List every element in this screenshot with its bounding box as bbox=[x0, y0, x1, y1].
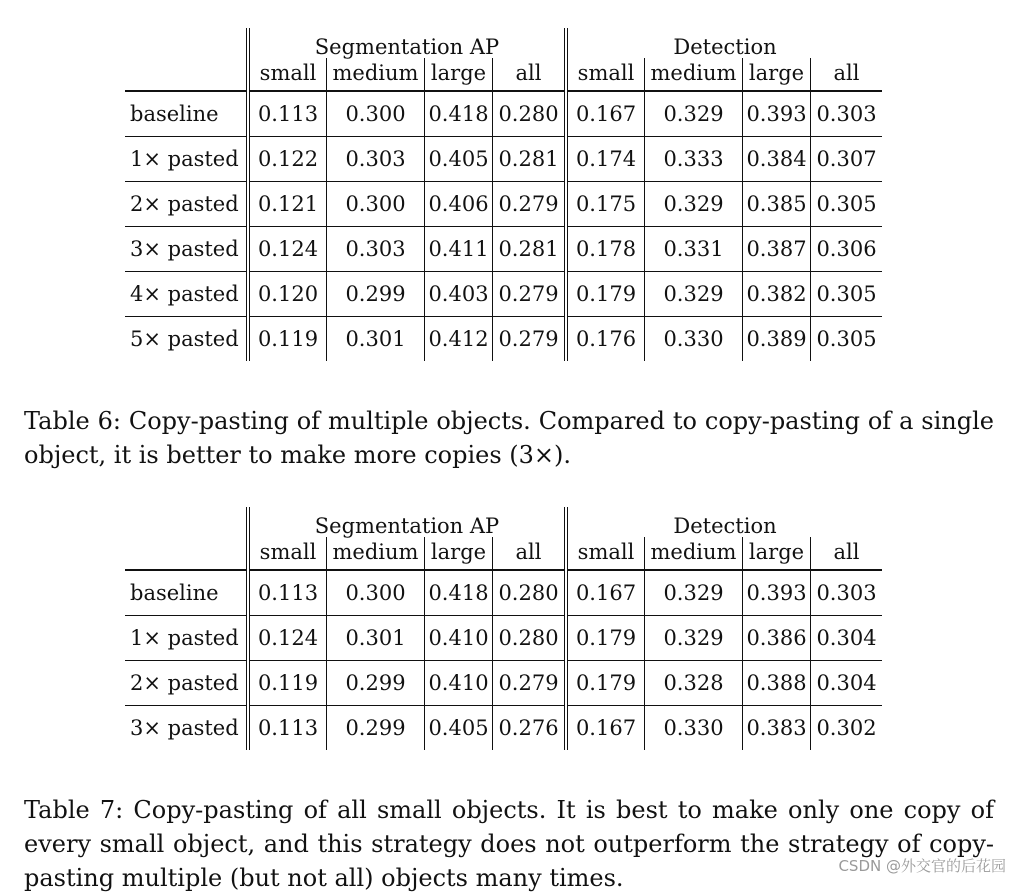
table-cell: 0.299 bbox=[327, 272, 425, 317]
table-cell: 0.418 bbox=[425, 570, 493, 616]
table-cell: 0.382 bbox=[743, 272, 811, 317]
row-label: 2× pasted bbox=[125, 661, 248, 706]
table-cell: 0.329 bbox=[645, 616, 743, 661]
table-cell: 0.303 bbox=[327, 227, 425, 272]
table-cell: 0.299 bbox=[327, 706, 425, 751]
col-header: medium bbox=[645, 58, 743, 91]
col-header: all bbox=[811, 58, 883, 91]
table-cell: 0.329 bbox=[645, 91, 743, 137]
table-cell: 0.303 bbox=[327, 137, 425, 182]
table-cell: 0.411 bbox=[425, 227, 493, 272]
table-cell: 0.386 bbox=[743, 616, 811, 661]
table-cell: 0.179 bbox=[566, 661, 645, 706]
table-cell: 0.113 bbox=[248, 706, 327, 751]
col-header: small bbox=[566, 537, 645, 570]
table-cell: 0.122 bbox=[248, 137, 327, 182]
row-label: 5× pasted bbox=[130, 326, 239, 351]
table-cell: 0.281 bbox=[493, 137, 567, 182]
table-cell: 0.279 bbox=[493, 272, 567, 317]
table-cell: 0.175 bbox=[566, 182, 645, 227]
table-row bbox=[125, 317, 882, 362]
table-cell: 0.329 bbox=[645, 570, 743, 616]
table-cell: 0.389 bbox=[743, 317, 811, 362]
watermark: CSDN @外交官的后花园 bbox=[838, 857, 1006, 875]
col-header: large bbox=[743, 537, 811, 570]
col-header: medium bbox=[327, 537, 425, 570]
table-cell: 0.405 bbox=[425, 137, 493, 182]
col-header: medium bbox=[327, 58, 425, 91]
col-header: large bbox=[425, 537, 493, 570]
table-cell: 0.305 bbox=[811, 182, 883, 227]
table-cell: 0.301 bbox=[327, 616, 425, 661]
table-7-grid bbox=[125, 507, 882, 750]
table-row bbox=[125, 272, 882, 317]
table-cell: 0.331 bbox=[645, 227, 743, 272]
col-header: large bbox=[425, 58, 493, 91]
table-cell: 0.113 bbox=[248, 91, 327, 137]
table-6-caption: Table 6: Copy-pasting of multiple objects. Compared to copy-pasting of a single object, it is better to make more copies (3×). bbox=[24, 407, 994, 469]
group-header-segmentation: Segmentation AP bbox=[248, 28, 566, 58]
table-cell: 0.328 bbox=[645, 661, 743, 706]
table-cell: 0.410 bbox=[425, 616, 493, 661]
row-label: 3× pasted bbox=[130, 715, 239, 740]
table-row bbox=[125, 227, 882, 272]
table-row bbox=[125, 570, 882, 616]
table-cell: 0.330 bbox=[645, 706, 743, 751]
table-row bbox=[125, 706, 882, 751]
table-7-body bbox=[125, 570, 882, 750]
col-header: small bbox=[248, 58, 327, 91]
table-cell: 0.279 bbox=[493, 317, 567, 362]
table-cell: 0.406 bbox=[425, 182, 493, 227]
table-cell: 0.403 bbox=[425, 272, 493, 317]
table-cell: 0.302 bbox=[811, 706, 883, 751]
col-header: all bbox=[493, 537, 567, 570]
table-row bbox=[125, 616, 882, 661]
table-cell: 0.333 bbox=[645, 137, 743, 182]
table-cell: 0.176 bbox=[566, 317, 645, 362]
table-cell: 0.121 bbox=[248, 182, 327, 227]
group-header-segmentation: Segmentation AP bbox=[248, 507, 566, 537]
col-header: all bbox=[811, 537, 883, 570]
table-cell: 0.279 bbox=[493, 661, 567, 706]
table-cell: 0.167 bbox=[566, 570, 645, 616]
table-cell: 0.179 bbox=[566, 272, 645, 317]
group-header-detection: Detection bbox=[566, 507, 882, 537]
table-cell: 0.300 bbox=[327, 91, 425, 137]
table-cell: 0.418 bbox=[425, 91, 493, 137]
table-cell: 0.393 bbox=[743, 91, 811, 137]
table-row bbox=[125, 137, 882, 182]
table-cell: 0.304 bbox=[811, 661, 883, 706]
group-header-detection: Detection bbox=[566, 28, 882, 58]
table-cell: 0.329 bbox=[645, 272, 743, 317]
table-6-body bbox=[125, 91, 882, 361]
table-cell: 0.330 bbox=[645, 317, 743, 362]
col-header: large bbox=[743, 58, 811, 91]
table-cell: 0.300 bbox=[327, 182, 425, 227]
row-label: 1× pasted bbox=[125, 616, 248, 661]
table-6-grid bbox=[125, 28, 882, 361]
table-cell: 0.388 bbox=[743, 661, 811, 706]
table-cell: 0.167 bbox=[566, 706, 645, 751]
col-header: medium bbox=[645, 537, 743, 570]
table-cell: 0.299 bbox=[327, 661, 425, 706]
table-cell: 0.120 bbox=[248, 272, 327, 317]
table-row bbox=[125, 91, 882, 137]
col-header: all bbox=[493, 58, 567, 91]
header-corner bbox=[125, 507, 248, 537]
row-label: 2× pasted bbox=[125, 182, 248, 227]
table-cell: 0.280 bbox=[493, 91, 567, 137]
table-cell: 0.280 bbox=[493, 616, 567, 661]
table-cell: 0.387 bbox=[743, 227, 811, 272]
table-cell: 0.179 bbox=[566, 616, 645, 661]
table-row bbox=[125, 661, 882, 706]
table-6 bbox=[125, 28, 882, 361]
row-label: baseline bbox=[125, 91, 248, 137]
table-cell: 0.303 bbox=[811, 91, 883, 137]
table-cell: 0.305 bbox=[811, 317, 883, 362]
table-cell: 0.119 bbox=[248, 661, 327, 706]
row-label: 3× pasted bbox=[125, 227, 248, 272]
table-cell: 0.113 bbox=[248, 570, 327, 616]
table-cell: 0.276 bbox=[493, 706, 567, 751]
table-cell: 0.119 bbox=[248, 317, 327, 362]
table-cell: 0.303 bbox=[811, 570, 883, 616]
table-7 bbox=[125, 507, 882, 750]
table-cell: 0.304 bbox=[811, 616, 883, 661]
table-cell: 0.280 bbox=[493, 570, 567, 616]
col-header: small bbox=[566, 58, 645, 91]
table-cell: 0.178 bbox=[566, 227, 645, 272]
table-cell: 0.383 bbox=[743, 706, 811, 751]
col-header: small bbox=[248, 537, 327, 570]
table-cell: 0.307 bbox=[811, 137, 883, 182]
table-cell: 0.300 bbox=[327, 570, 425, 616]
table-cell: 0.167 bbox=[566, 91, 645, 137]
table-cell: 0.281 bbox=[493, 227, 567, 272]
table-cell: 0.329 bbox=[645, 182, 743, 227]
table-cell: 0.410 bbox=[425, 661, 493, 706]
table-cell: 0.393 bbox=[743, 570, 811, 616]
table-cell: 0.279 bbox=[493, 182, 567, 227]
row-label: 1× pasted bbox=[125, 137, 248, 182]
row-label: 4× pasted bbox=[125, 272, 248, 317]
table-cell: 0.124 bbox=[248, 227, 327, 272]
table-cell: 0.405 bbox=[425, 706, 493, 751]
table-cell: 0.174 bbox=[566, 137, 645, 182]
table-row bbox=[125, 182, 882, 227]
table-cell: 0.124 bbox=[248, 616, 327, 661]
table-cell: 0.306 bbox=[811, 227, 883, 272]
table-cell: 0.412 bbox=[425, 317, 493, 362]
header-corner bbox=[125, 28, 248, 58]
table-cell: 0.385 bbox=[743, 182, 811, 227]
table-7-caption: Table 7: Copy-pasting of all small objects. It is best to make only one copy of every small object, and this strategy does not outperform the strategy of copy-pasting multiple (but not all) objects many times. bbox=[24, 796, 994, 892]
table-cell: 0.384 bbox=[743, 137, 811, 182]
row-label: baseline bbox=[125, 570, 248, 616]
table-cell: 0.301 bbox=[327, 317, 425, 362]
table-cell: 0.305 bbox=[811, 272, 883, 317]
